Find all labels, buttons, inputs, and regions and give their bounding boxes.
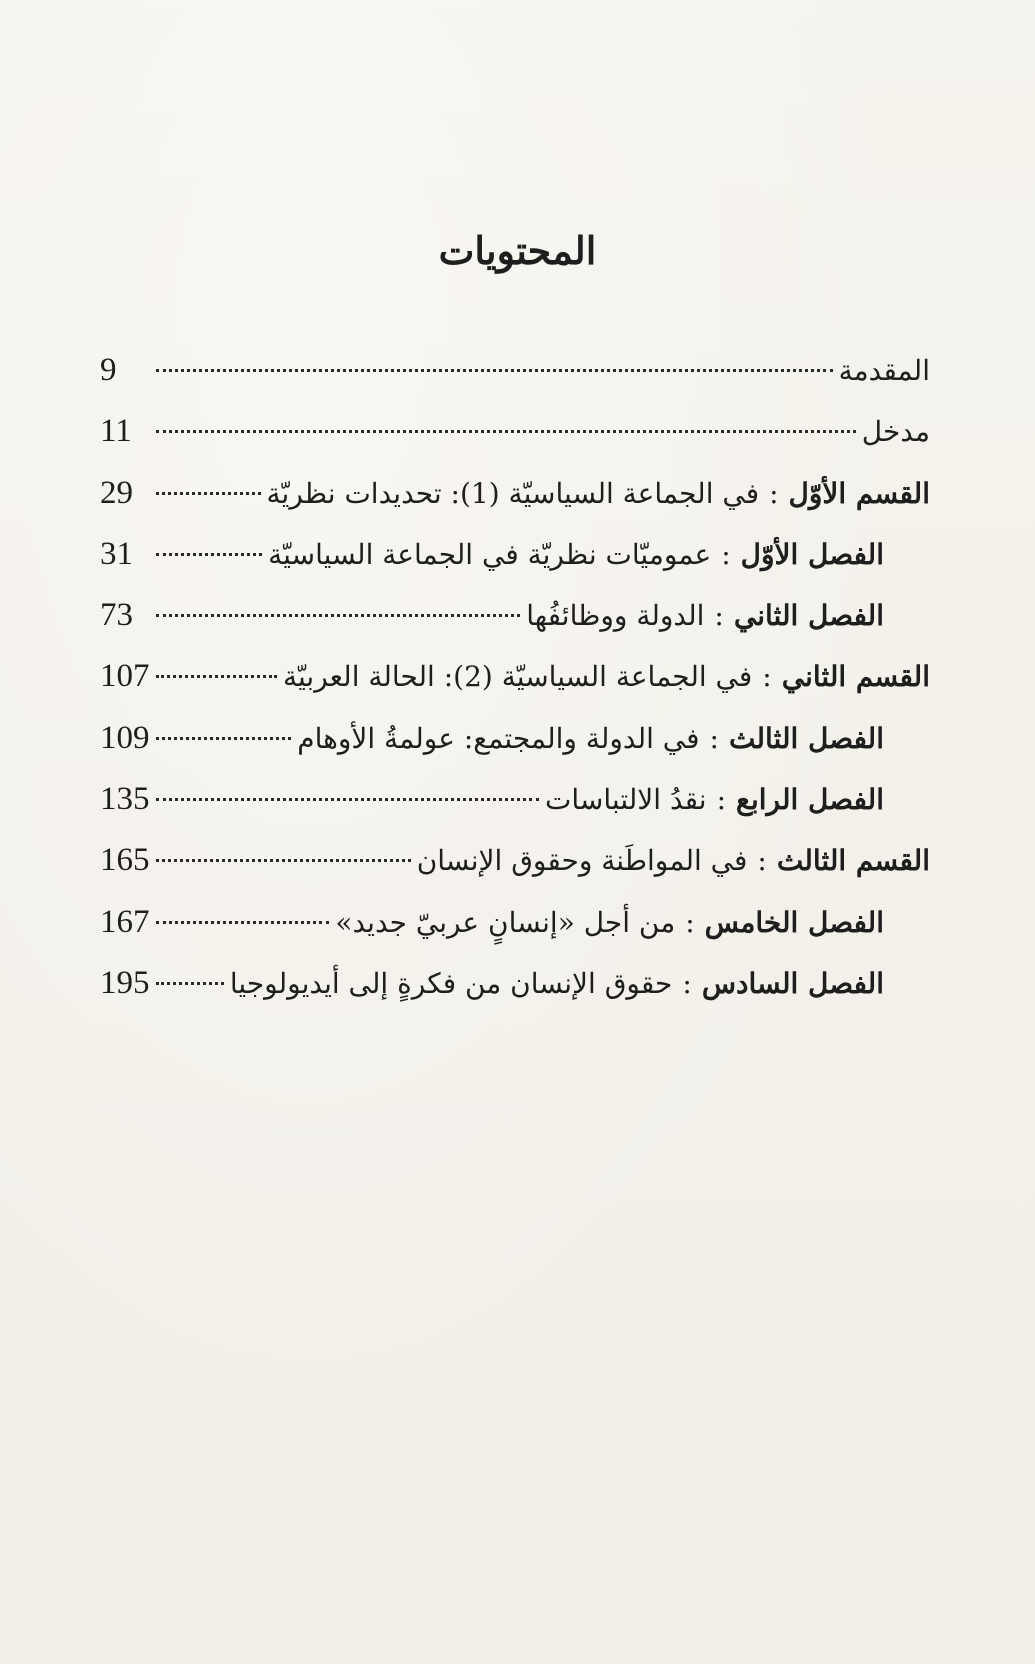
toc-entry (100, 585, 930, 646)
entry-label (283, 646, 930, 707)
entry-separator: : (714, 599, 724, 633)
entry-separator: : (769, 476, 779, 510)
toc-entry (100, 769, 930, 830)
page-number: 31 (100, 535, 133, 572)
toc-entry (100, 524, 930, 585)
entry-head: الفصل الرابع (736, 783, 884, 817)
entry-text: في الجماعة السياسيّة (2): الحالة العربيّة (282, 660, 753, 694)
entry-text: نقدُ الالتباسات (544, 783, 707, 817)
entry-head: القسم الأوّل (788, 476, 930, 510)
dot-leader (156, 492, 261, 495)
entry-label (230, 953, 884, 1014)
toc-entry (100, 830, 930, 891)
dot-leader (156, 369, 833, 372)
entry-separator: : (721, 537, 731, 571)
entry-label (417, 830, 930, 891)
table-of-contents (100, 340, 930, 1014)
toc-entry (100, 646, 930, 707)
page-number: 11 (100, 413, 132, 450)
entry-head: المقدمة (838, 354, 930, 387)
entry-head: الفصل الثالث (728, 721, 884, 755)
entry-label (526, 585, 884, 646)
toc-entry (100, 892, 930, 953)
entry-separator: : (762, 660, 772, 694)
toc-entry (100, 401, 930, 462)
entry-separator: : (757, 844, 767, 878)
page-number: 167 (100, 903, 150, 940)
entry-separator: : (716, 783, 727, 817)
toc-entry (100, 953, 930, 1014)
page-number: 29 (100, 474, 133, 511)
entry-label (335, 892, 884, 953)
dot-leader (156, 553, 262, 556)
page-number: 195 (100, 964, 150, 1001)
entry-head: الفصل الثاني (733, 599, 884, 633)
entry-text: عموميّات نظريّة في الجماعة السياسيّة (268, 537, 712, 571)
entry-separator: : (709, 721, 719, 755)
toc-entry (100, 463, 930, 524)
page-number: 107 (100, 658, 150, 695)
entry-text: في المواطَنة وحقوق الإنسان (416, 844, 748, 878)
page-number: 109 (100, 719, 150, 756)
toc-entry (100, 340, 930, 401)
entry-label (862, 401, 930, 462)
entry-label (545, 769, 884, 830)
dot-leader (156, 982, 224, 985)
dot-leader (156, 798, 539, 801)
dot-leader (156, 921, 329, 924)
page-number: 73 (100, 597, 133, 634)
entry-separator: : (682, 966, 692, 1000)
dot-leader (156, 737, 291, 740)
entry-head: مدخل (861, 415, 930, 449)
entry-text: في الجماعة السياسيّة (1): تحديدات نظريّة (266, 476, 760, 510)
entry-head: الفصل السادس (701, 966, 884, 1000)
entry-text: الدولة ووظائفُها (526, 599, 705, 633)
page-title: المحتويات (438, 228, 597, 273)
entry-head: القسم الثاني (781, 660, 930, 694)
entry-label (268, 524, 884, 585)
entry-head: الفصل الأوّل (740, 537, 884, 571)
entry-text: في الدولة والمجتمع: عولمةُ الأوهام (297, 721, 700, 755)
page-number: 135 (100, 781, 150, 818)
entry-head: القسم الثالث (776, 844, 930, 878)
page-number: 9 (100, 352, 117, 388)
page-number: 165 (100, 842, 150, 879)
dot-leader (156, 430, 856, 433)
entry-text: حقوق الإنسان من فكرةٍ إلى أيديولوجيا (229, 966, 673, 1000)
entry-label (297, 708, 884, 769)
dot-leader (156, 614, 520, 617)
entry-head: الفصل الخامس (704, 905, 884, 939)
entry-label (839, 340, 930, 401)
toc-entry (100, 708, 930, 769)
dot-leader (156, 859, 411, 862)
entry-text: من أجل «إنسانٍ عربيّ جديد» (335, 905, 676, 939)
dot-leader (156, 675, 277, 678)
entry-label (267, 463, 930, 524)
entry-separator: : (685, 905, 695, 939)
